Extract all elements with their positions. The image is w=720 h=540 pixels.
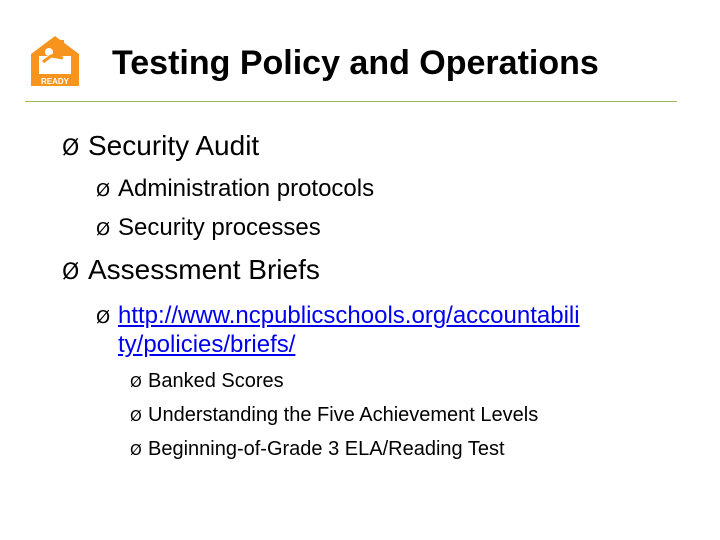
bullet-label: Banked Scores <box>148 370 284 392</box>
slide-title: Testing Policy and Operations <box>112 44 599 82</box>
bullet-label: Security processes <box>118 214 321 241</box>
logo-text: READY <box>40 77 70 86</box>
bullet-arrow-icon: Ø <box>62 136 80 161</box>
briefs-link-line2[interactable]: ty/policies/briefs/ <box>118 331 296 358</box>
bullet-banked-scores <box>130 370 284 393</box>
bullet-security-processes <box>96 214 321 242</box>
bullet-label: Beginning-of-Grade 3 ELA/Reading Test <box>148 438 505 460</box>
title-divider <box>25 101 677 102</box>
briefs-link-line1[interactable]: http://www.ncpublicschools.org/accountabili <box>118 302 580 329</box>
bullet-arrow-icon: Ø <box>96 307 111 328</box>
bullet-briefs-link[interactable] <box>96 302 580 330</box>
bullet-label: Understanding the Five Achievement Levels <box>148 404 539 426</box>
bullet-arrow-icon: Ø <box>130 407 142 425</box>
bullet-label: Administration protocols <box>118 175 375 202</box>
bullet-arrow-icon: Ø <box>96 180 111 201</box>
bullet-grade3-reading-test <box>130 438 505 461</box>
bullet-security-audit <box>62 130 259 162</box>
bullet-achievement-levels <box>130 404 538 427</box>
briefs-link-continuation[interactable] <box>118 331 295 359</box>
ready-logo <box>27 32 83 90</box>
bullet-label: Assessment Briefs <box>88 254 320 285</box>
bullet-administration-protocols <box>96 175 374 203</box>
bullet-assessment-briefs <box>62 254 320 286</box>
ready-house-icon <box>27 32 83 90</box>
bullet-label: Security Audit <box>88 130 260 161</box>
bullet-arrow-icon: Ø <box>62 260 80 285</box>
bullet-arrow-icon: Ø <box>130 441 142 459</box>
bullet-arrow-icon: Ø <box>96 219 111 240</box>
bullet-arrow-icon: Ø <box>130 373 142 391</box>
